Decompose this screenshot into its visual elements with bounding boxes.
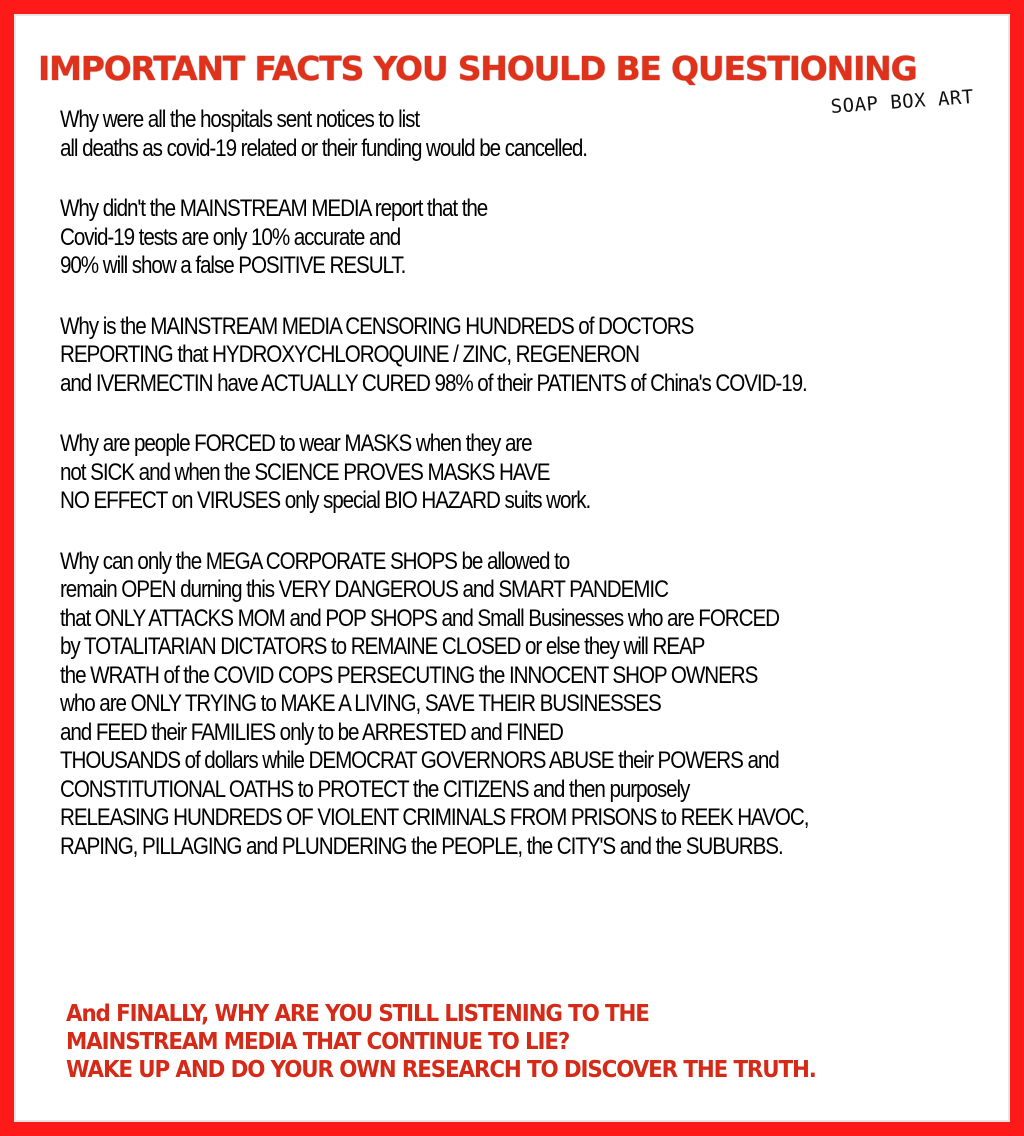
text-line: RELEASING HUNDREDS OF VIOLENT CRIMINALS FROM PRISONS to REEK HAVOC, [60,804,809,831]
closing-line: WAKE UP AND DO YOUR OWN RESEARCH TO DISCOVER THE TRUTH. [66,1057,816,1083]
text-line: by TOTALITARIAN DICTATORS to REMAINE CLOSED or else they will REAP [60,633,705,660]
poster-title: IMPORTANT FACTS YOU SHOULD BE QUESTIONING [38,49,917,88]
text-line: not SICK and when the SCIENCE PROVES MASKS HAVE [60,458,550,486]
text-line: RAPING, PILLAGING and PLUNDERING the PEOPLE, the CITY'S and the SUBURBS. [60,832,783,860]
question-paragraph-5 [60,548,990,862]
closing-statement [66,1000,872,1084]
text-line: Why didn't the MAINSTREAM MEDIA report that the [60,195,488,222]
text-line: 90% will show a false POSITIVE RESULT. [60,252,406,279]
text-line: all deaths as covid-19 related or their funding would be cancelled. [60,134,587,162]
text-line: REPORTING that HYDROXYCHLOROQUINE / ZINC, REGENERON [60,341,640,368]
text-line: NO EFFECT on VIRUSES only special BIO HAZARD suits work. [60,487,591,514]
question-paragraph-2 [60,195,990,281]
text-line: Why are people FORCED to wear MASKS when they are [60,430,532,457]
question-paragraph-1 [60,106,990,163]
text-line: CONSTITUTIONAL OATHS to PROTECT the CITIZENS and then purposely [60,775,690,803]
question-paragraph-3 [60,313,990,399]
text-line: Why is the MAINSTREAM MEDIA CENSORING HUNDREDS of DOCTORS [60,312,694,340]
questions-body [60,106,990,893]
artist-signature: SOAP BOX ART [830,86,975,118]
closing-line: MAINSTREAM MEDIA THAT CONTINUE TO LIE? [66,1029,570,1055]
text-line: that ONLY ATTACKS MOM and POP SHOPS and Small Businesses who are FORCED [60,604,780,632]
text-line: THOUSANDS of dollars while DEMOCRAT GOVERNORS ABUSE their POWERS and [60,747,779,774]
closing-line: And FINALLY, WHY ARE YOU STILL LISTENING TO THE [66,1001,649,1027]
text-line: Covid-19 tests are only 10% accurate and [60,223,401,251]
text-line: Why can only the MEGA CORPORATE SHOPS be allowed to [60,547,570,575]
question-paragraph-4 [60,430,990,516]
text-line: and IVERMECTIN have ACTUALLY CURED 98% of their PATIENTS of China's COVID-19. [60,369,807,397]
text-line: Why were all the hospitals sent notices to list [60,106,420,133]
text-line: remain OPEN durning this VERY DANGEROUS and SMART PANDEMIC [60,576,668,603]
text-line: and FEED their FAMILIES only to be ARRESTED and FINED [60,718,563,746]
text-line: who are ONLY TRYING to MAKE A LIVING, SAVE THEIR BUSINESSES [60,690,661,717]
text-line: the WRATH of the COVID COPS PERSECUTING the INNOCENT SHOP OWNERS [60,661,758,689]
